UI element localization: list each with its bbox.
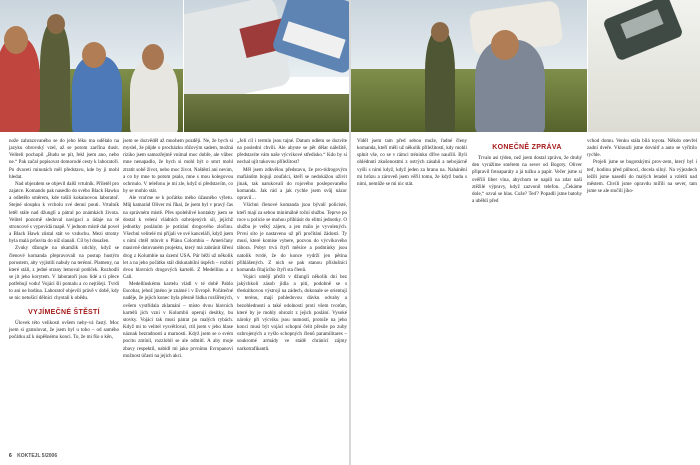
left-page-column-2 <box>123 138 233 360</box>
right-page-column-3 <box>587 138 697 195</box>
magazine-issue: KOKTEJL 5/2006 <box>17 453 58 459</box>
paragraph: vchod domu. Venku stála bílá toyota. Někdo otevřel zadní dveře. Vklouzli jsme dovnitř a auto se vyřítilo rychle. <box>587 138 697 159</box>
photo-man-carrying-sack <box>351 0 587 132</box>
section-heading: VYJÍMEČNÉ ŠTĚSTÍ <box>28 308 100 316</box>
right-page-column-2 <box>472 138 582 205</box>
page-number: 6 <box>9 453 12 459</box>
photo-torn-sack-on-ground <box>588 0 700 132</box>
paragraph: nože zahrazovaného se do jeho léku ma udělalo na jazyku obrovský vzel, až se potom zarčína dusit. Veliteli pochopil „Budu se pít, řekl jsem ano, nebo ne.“ Pak začal popisovat domorodé cesty k laboratoři. Po dvaceti minutách měl představu, kde by ji mohl hledat. <box>9 138 119 180</box>
page-footer <box>9 453 57 459</box>
section-heading: KONEČNĚ ZPRÁVA <box>492 144 562 151</box>
photo-soldiers-with-prisoner <box>0 0 183 132</box>
paragraph: Ale vraťme se k počátku mého úžasného výletu. Můj kamarád Oliver mi říkal, že jsem byl v pravý čas na správném místě. Přes spolehlivé kontakty jsem se dostal k velení vládních ozbrojených sil, jejichž jednotky posláním je potírání drogového zločinu. Všechni velitelé mi přijali ve své kanceláři, když jsem s nimi chtěl mluvit o Plánu Colombia – Američany masivně dotovaném projektu, který má zabránit šíření drog z Kolumbie na území USA. Pár běží už několik let a na jeho počátku stál diskutabilní úspěch – rozbití dvou hlavních drogových kartelů. Z Medellínu a z Cali. <box>123 195 233 280</box>
paragraph: Všichni členové komanda jsou bývalí policisté, kteří mají za sebou minimálně roční službu. Teprve po roce u policie se mohou přihlásit do elitní jednotky. O službu je velký zájem, a jen málo je vyvolených. První síto je nastaveno už při pročítání žádostí. Ty musí, které komise vybere, pozvou do výcvikového tábora. Pobyt trvá čtyři měsíce a podmínky jsou natolik tvrdé, že do konce vydrží jen pětina přihlášených. Z nich se pak stanou příslušníci komanda čítajícího čtyři sta členů. <box>237 202 347 273</box>
paragraph: jsem se dozvěděl až mnohem později. Ne, že bych si myslel, že půjde o procházku růžovým sadem, možná riziko jsem samozřejmě vnímal moc dobře, ale vůbec mne nenapadlo, že bych si mohl být o smrt mohl ztratit sobě život, nebo moc život. Naštěstí ani nevim, a co by mne to potom psalo, mne s mou kolegovou ochrnulo. V telefonu je mi zle, když si představím, co by se mohlo stát. <box>123 138 233 195</box>
left-page <box>0 0 349 465</box>
paragraph: Zvuky džungle na okamžik utichly, když se členové komanda přepravovali na postup hustým porostem, aby vyjistili nabuly na terénní. Plameny, na které stáli, z jedné strany lemoval potůček. Rozhodli se jít jeho korytem. V laboratoři jsou lidé a ti přece potřebují vodu! Vojáci šli pomalu a co nejtišeji. Tvrdí to ani ne hodina. Laboratoř objevili právě v době, kdy se nic netušící dělníci chystali k obědu. <box>9 245 119 302</box>
paragraph: Projeli jsme se bogotskými prov-zem, který byl i teď, hodinu před půlnocí, docela silný. Na výjezdech ležíli jsme nasedli do malých letadel a vzlétli nad městem. Chvíli jsme opravdu mířili na sever, tam jsme se ale stočili jiho- <box>587 159 697 195</box>
left-page-column-1 <box>9 138 119 341</box>
paragraph: Vojáci umějí přežít v džungli několik dní bez jakýchkoli zásob jídla a pití, podobně se s třeskútkovou výstrojí na zádech, dokonale se orientují v terénu, mají pohledovou dávku odvahy a bezohlednosti a také odolnosti proti všem tvorům, které by je mohly ohrozit z jejich poslání. Vysoké nároky při výcviku jsou nutností, protože na jeho konci musí být vojáci schopni čelit přesile po zuby ozbrojených a vyšlo schopných členů paramilitares – soukromé armády ve stádě chránící zájmy narkotrafikantů. <box>237 273 347 352</box>
right-page-column-1 <box>357 138 467 188</box>
paragraph: „Jeli cíl i termín jsou tajné. Datum odletu se dozvíte na poslední chvíli. Ale abyste se pět dělat náležitě, představíte vám naše výcvikové středisko.“ Kdo by si nechal ujít takovou příležitost? <box>237 138 347 166</box>
right-page <box>351 0 700 465</box>
paragraph: Měl jsem zdkvělou představu, že pro-tidrogovým mafiánům bojuji zoufalci, kteří se nedokážou uživit jinak, tak narukovali do rojového poslepovaného komanda. Jak rád a jak rychle jsem svůj názor opravil… <box>237 166 347 202</box>
paragraph: Medellínskému kartelu vládl v té době Pablo Escobar, jehož jméno je známé i v Evropě. Počátečné naděje, že jejich konec byla přesně řádka rozšířených, ovšem vystřídala zklamání – místo dvou hlavních kartelů jich vzni v Kolumbii operuji desítky, bu stovky. Vojáci tak musí pátrat po malých rybách. Když mi to velitel vysvětloval, ctil jsem v jeho hlase náznak bezradnosti a marnosti. Když jsem se o svém pocitu zmínil, rozzlobil se ale odmítl. A aby moje zbavy respektil, nabídl mi jako prvnímu Evropanovi možnost účasti na jejich akci. <box>123 281 233 359</box>
paragraph: Trvalo asi týden, než jsem dostal zprávu, že druhý den vyrážíme směrem na sever od Bogoty. Oliver připravil fotoaparáty a já tužku a papír. Večer jsme si ověřili liber vína, abychom se napili na zdar naší ztěžilé výpravy, když zazvonil telefon. „Čekáme dole,“ ozval se hlas. Cože? Teď? Popadli jsme batohy a uběhli před <box>472 155 582 205</box>
photo-sacks-of-cocaine <box>184 0 349 132</box>
paragraph: Nad objezdem se objevil další vrtulník. Přiletěl pro zajatce. Komando pak nasedlo do svého Black Hawku a odletělo směrem, kde tušili kokainovou laboratoř. Stejné sloupku k vrcholu své denní pouti. Vrtulník letěl stále nad džunglí a pátral po známkách života. Velitel pozorně sledoval navigaci a údaje na té stroncové s vypovídá mapě. V jednom místě dal povel a Black Hawk zůstal stát ve vzduchu. Mezi stromy byla malá průsvita do níž slanali. Cíl byl dosažen. <box>9 180 119 245</box>
paragraph: Úlovek této velikosti ovšem neby-vá častý. Moc jsem si gratulovat, že jsem byl u toho – od samého počátku až k úspěšnému konci. To, že mi fšo o kěn, <box>9 319 119 341</box>
paragraph: Viděl jsem tam před sebou muže, řadné členy komanda, kteří měli už několik příležitostí, kdy mohli splnit vše, co se v rámci tréninku dříve naučili. Byli ohlédnutí zkušenostmi z ostrých zásahů a nebojácně vyšli s nimi když, když jeden za hranu na. Nahánění mi hrůzu a zároveň jsem věřil tomu, že když budu s nimi, nemůže se mi nic stát. <box>357 138 467 187</box>
left-page-column-3 <box>237 138 347 353</box>
